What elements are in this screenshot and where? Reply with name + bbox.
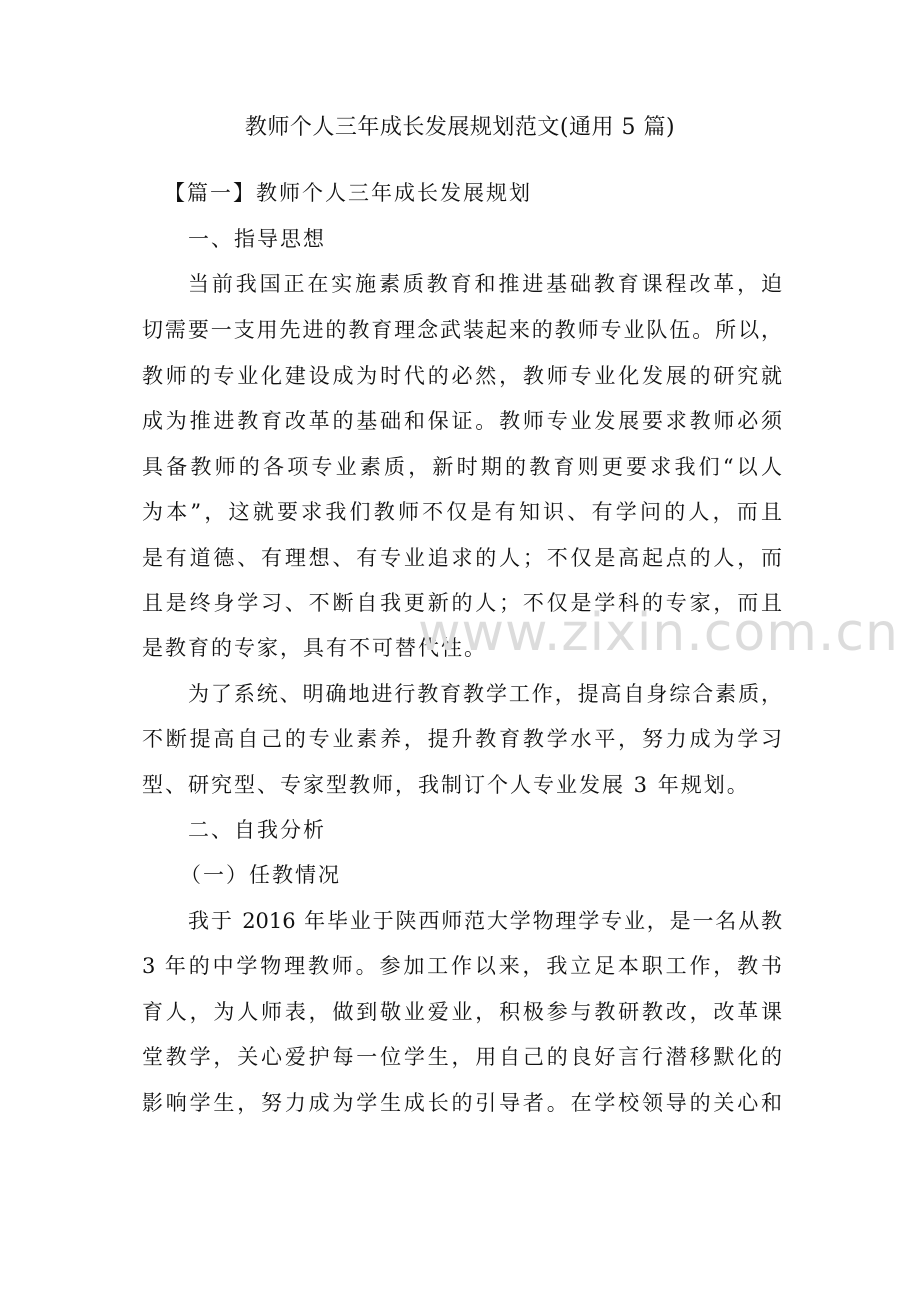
section-heading-1: 【篇一】教师个人三年成长发展规划: [164, 181, 532, 205]
paragraph-line: 我于 2016 年毕业于陕西师范大学物理学专业，是一名从教: [188, 909, 782, 933]
subheading-teaching-status: （一）任教情况: [180, 863, 341, 887]
paragraph-line: 为了系统、明确地进行教育教学工作，提高自身综合素质，: [188, 682, 782, 706]
paragraph-line: 不断提高自己的专业素养，提升教育教学水平，努力成为学习: [142, 727, 782, 751]
watermark: www.zixin.com.cn: [418, 603, 899, 663]
paragraph-line: 堂教学，关心爱护每一位学生，用自己的良好言行潜移默化的: [142, 1045, 782, 1069]
paragraph-line: 成为推进教育改革的基础和保证。教师专业发展要求教师必须: [142, 409, 782, 433]
paragraph-line: 是有道德、有理想、有专业追求的人；不仅是高起点的人，而: [142, 546, 782, 570]
document-title: 教师个人三年成长发展规划范文(通用 5 篇): [244, 115, 676, 140]
paragraph-line: 育人，为人师表，做到敬业爱业，积极参与教研教改，改革课: [142, 1000, 782, 1024]
paragraph-line: 教师的专业化建设成为时代的必然，教师专业化发展的研究就: [142, 364, 782, 388]
subheading-guiding-idea: 一、指导思想: [188, 227, 326, 251]
paragraph-line: 且是终身学习、不断自我更新的人；不仅是学科的专家，而且: [142, 591, 782, 615]
paragraph-line: 型、研究型、专家型教师，我制订个人专业发展 3 年规划。: [142, 773, 750, 797]
paragraph-line: 切需要一支用先进的教育理念武装起来的教师专业队伍。所以，: [142, 318, 782, 342]
paragraph-line: 是教育的专家，具有不可替代性。: [142, 636, 487, 660]
paragraph-line: 3 年的中学物理教师。参加工作以来，我立足本职工作，教书: [142, 954, 782, 978]
paragraph-line: 为本”，这就要求我们教师不仅是有知识、有学问的人，而且: [142, 500, 782, 524]
paragraph-line: 当前我国正在实施素质教育和推进基础教育课程改革，迫: [188, 272, 782, 296]
paragraph-line: 影响学生，努力成为学生成长的引导者。在学校领导的关心和: [142, 1091, 782, 1115]
subheading-self-analysis: 二、自我分析: [188, 818, 326, 842]
paragraph-line: 具备教师的各项专业素质，新时期的教育则更要求我们“以人: [142, 455, 782, 479]
